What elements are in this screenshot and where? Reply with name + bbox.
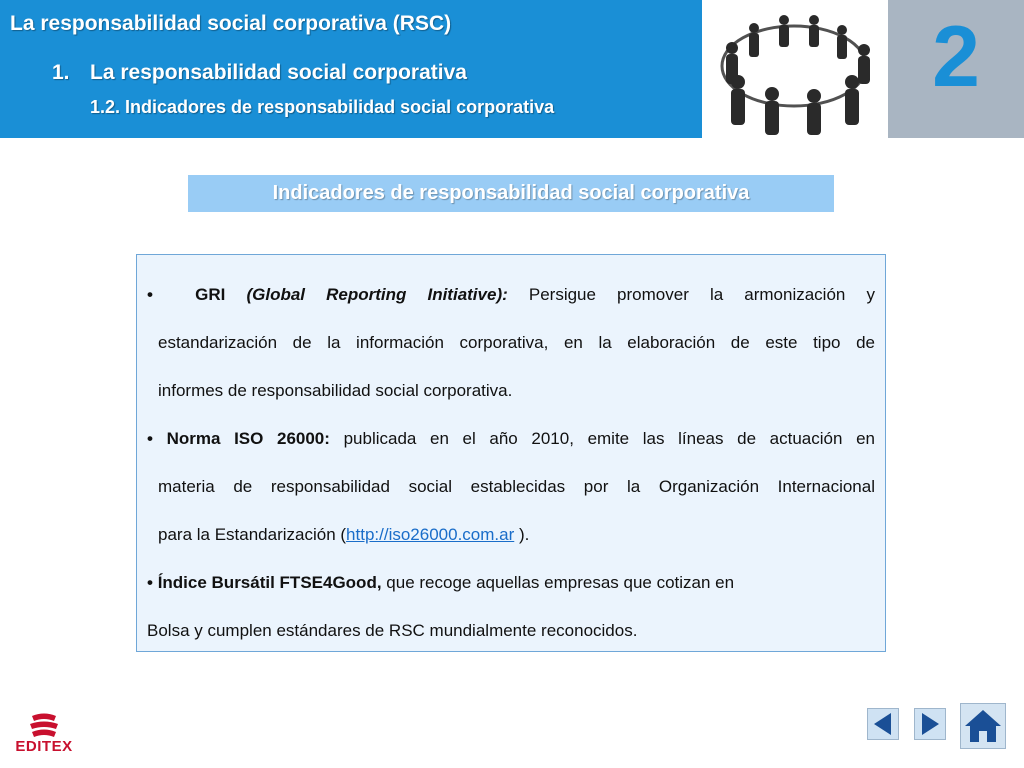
- section-title: La responsabilidad social corporativa: [90, 61, 467, 84]
- list-item-iso: [147, 415, 875, 559]
- list-item-ftse: [147, 559, 875, 655]
- chapter-panel: [888, 0, 1024, 138]
- previous-button[interactable]: [867, 708, 899, 740]
- subsection-heading: 1.2. Indicadores de responsabilidad social corporativa: [90, 97, 555, 117]
- page-title: La responsabilidad social corporativa (RSC): [10, 12, 452, 35]
- arrow-right-icon: [915, 709, 945, 739]
- ftse-line-2: Bolsa y cumplen estándares de RSC mundialmente reconocidos.: [147, 621, 638, 640]
- bullet: •: [147, 285, 153, 304]
- iso-line-2: materia de responsabilidad social establecidas por la Organización Internacional: [158, 477, 875, 496]
- section-number: 1.: [52, 61, 70, 84]
- iso-text-3-post: ).: [514, 525, 530, 544]
- ftse-name: Índice Bursátil FTSE4Good,: [157, 573, 382, 592]
- gri-line-2: estandarización de la información corporativa, en la elaboración de este tipo de: [158, 333, 875, 352]
- logo-text: EDITEX: [15, 738, 73, 755]
- ftse-line-1: [147, 559, 875, 607]
- arrow-left-icon: [868, 709, 898, 739]
- gri-full-name: (Global Reporting Initiative):: [246, 285, 508, 304]
- gri-text-1: Persigue promover la armonización y: [528, 285, 875, 304]
- next-button[interactable]: [914, 708, 946, 740]
- chapter-number: 2: [932, 9, 980, 105]
- list-item-gri: [147, 271, 875, 415]
- bullet: •: [147, 429, 153, 448]
- iso-link[interactable]: http://iso26000.com.ar: [346, 525, 515, 544]
- iso-text-1: publicada en el año 2010, emite las líneas de actuación en: [343, 429, 875, 448]
- iso-name: Norma ISO 26000:: [166, 429, 330, 448]
- home-icon: [961, 704, 1005, 748]
- iso-text-3-pre: para la Estandarización (: [158, 525, 347, 544]
- editex-logo: [10, 712, 78, 760]
- bullet: •: [147, 573, 153, 592]
- editex-logo-icon: [10, 712, 78, 740]
- iso-line-3: [147, 511, 875, 559]
- content-title-banner: Indicadores de responsabilidad social corporativa: [188, 175, 834, 212]
- home-button[interactable]: [960, 703, 1006, 749]
- ftse-text-1: que recoge aquellas empresas que cotizan en: [386, 573, 735, 592]
- people-circle-image: [702, 0, 888, 138]
- header-bar: [0, 0, 702, 138]
- content-box: [136, 254, 886, 652]
- people-circle-illustration: [702, 0, 888, 138]
- gri-line-1: [147, 271, 875, 319]
- section-heading: [52, 61, 467, 85]
- gri-line-3: informes de responsabilidad social corporativa.: [158, 381, 513, 400]
- gri-name: GRI: [195, 285, 226, 304]
- iso-line-1: [147, 415, 875, 463]
